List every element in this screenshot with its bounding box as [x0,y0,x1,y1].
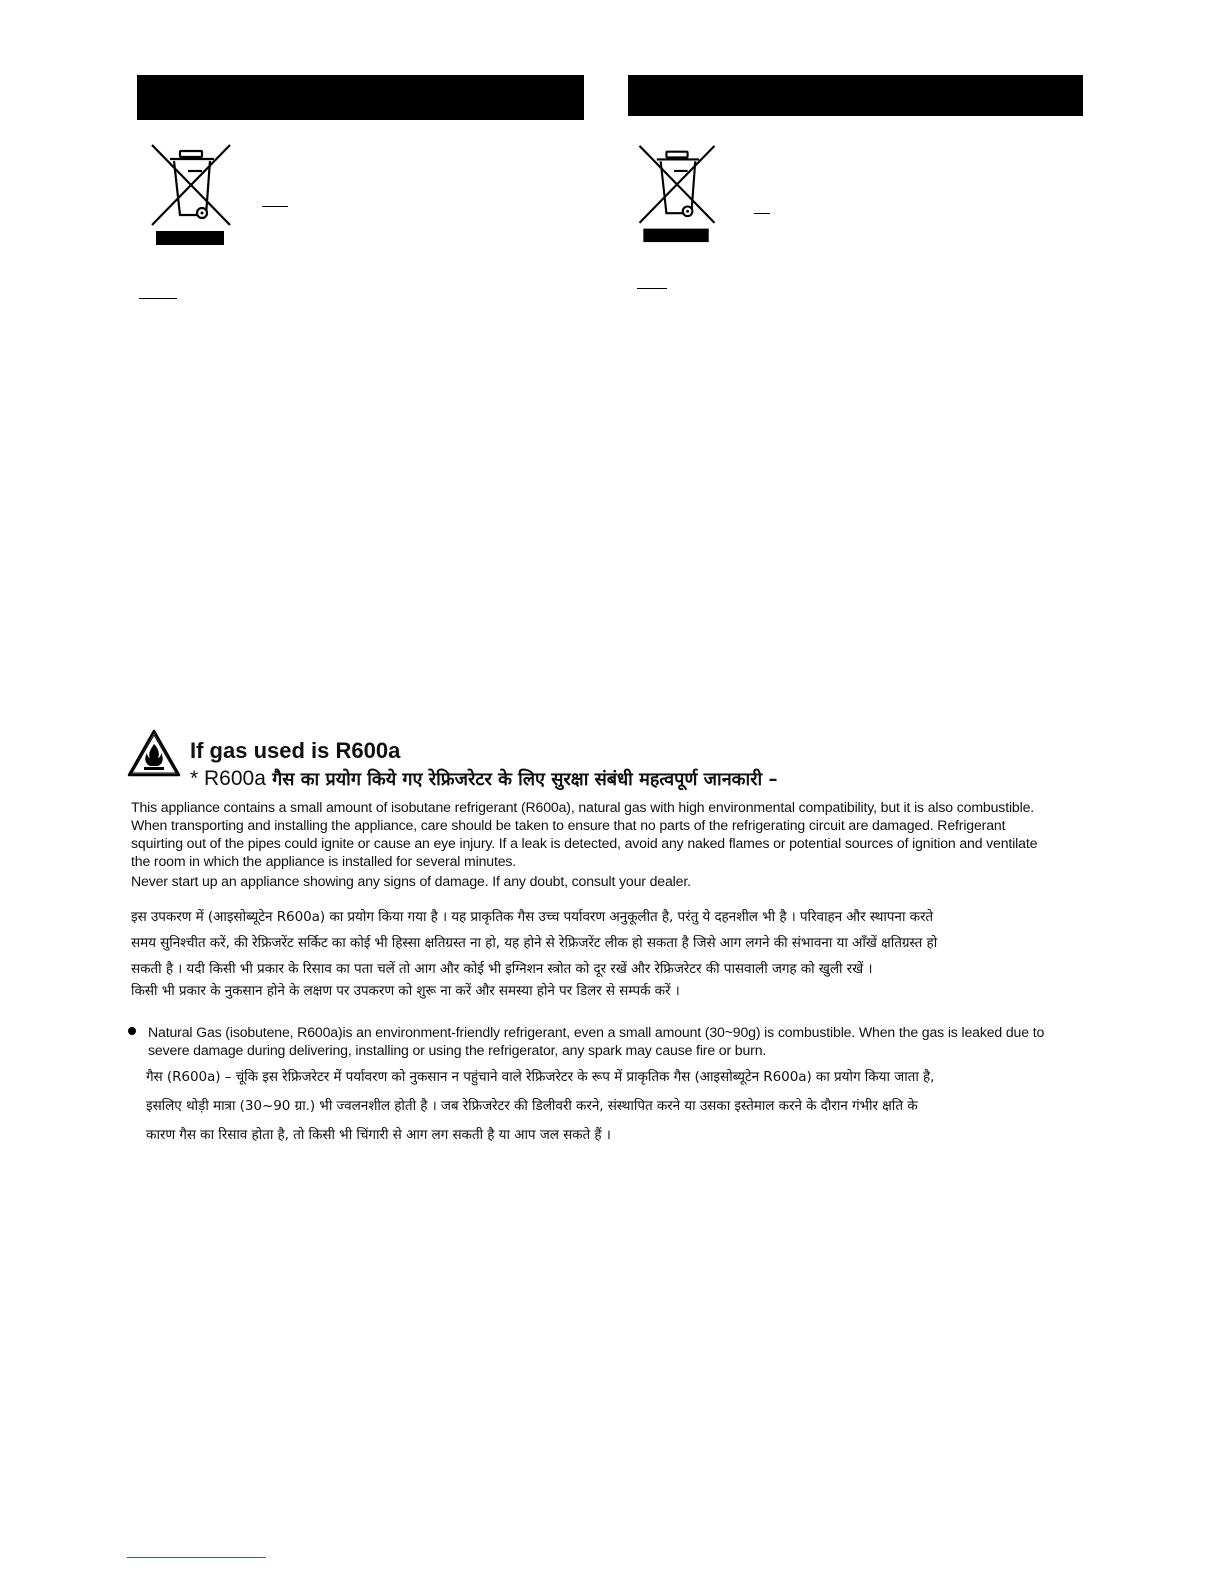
bullet-english-line: Natural Gas (isobutene, R600a)is an environment-friendly refrigerant, even a small amount (30~90g) is combustible. When the gas is leaked due to [148,1024,1045,1040]
left-bin-icon [150,143,232,247]
english-line: When transporting and installing the appliance, care should be taken to ensure that no parts of the refrigerating circuit are damaged. Refrigerant [131,817,1006,833]
hindi-paragraph [131,904,1091,1004]
hindi-line: समय सुनिश्चीत करें, की रेफ्रिजरेंट सर्किट का कोई भी हिस्सा क्षतिग्रस्त ना हो, यह होने से रेफ्रिजरेंट लीक हो सकता है जिसे आग लगने की संभावना या आँखें क्षतिग्रस्त हो [131,935,938,951]
warning-title-hi [190,767,1090,792]
english-line: Never start up an appliance showing any signs of damage. If any doubt, consult your dealer. [131,873,691,889]
hindi-line: सकती है । यदी किसी भी प्रकार के रिसाव का पता चलें तो आग और कोई भी इग्निशन स्त्रोत को दूर रखें और रेफ्रिजरेटर की पासवाली जगह को खुली रखें । [131,961,873,977]
right-underline-long [637,288,667,289]
warning-title-hi-lead: * R600a [190,767,266,790]
left-underline-long [139,298,177,299]
english-line: squirting out of the pipes could ignite or cause an eye injury. If a leak is detected, avoid any naked flames or potential sources of ignition and ventilate [131,835,1038,851]
english-line: This appliance contains a small amount of isobutane refrigerant (R600a), natural gas with high environmental compatibility, but it is also combustible. [131,799,1035,815]
bullet-english [148,1023,1093,1059]
bullet-hindi-line: कारण गैस का रिसाव होता है, तो किसी भी चिंगारी से आग लग सकती है या आप जल सकते हैं । [146,1127,611,1143]
warning-title-hi-rest: गैस का प्रयोग किये गए रेफ्रिजरेटर के लिए सुरक्षा संबंधी महत्वपूर्ण जानकारी – [265,769,778,790]
footnote-rule [127,1557,266,1558]
left-heading-bar [137,75,584,120]
right-heading-bar [628,75,1083,116]
hindi-line: किसी भी प्रकार के नुकसान होने के लक्षण पर उपकरण को शुरू ना करें और समस्या होने पर डिलर से सम्पर्क करें । [131,983,680,999]
flammable-warning-icon [126,728,182,778]
left-underline-short [262,206,288,207]
english-line: the room in which the appliance is installed for several minutes. [131,853,517,869]
right-bin-icon [637,144,717,244]
bullet-dot [128,1027,136,1035]
right-underline-short [754,213,770,214]
bullet-hindi [146,1063,1091,1150]
bullet-hindi-line: गैस (R600a) – चूंकि इस रेफ्रिजरेटर में पर्यावरण को नुकसान न पहुंचाने वाले रेफ्रिजरेटर के रूप में प्राकृतिक गैस (आइसोब्यूटेन R600a) का प्रयोग किया जाता है, [146,1069,935,1085]
warning-title-en: If gas used is R600a [190,738,401,763]
english-paragraph [131,798,1091,890]
bullet-hindi-line: इसलिए थोड़ी मात्रा (30~90 ग्रा.) भी ज्वलनशील होती है । जब रेफ्रिजरेटर की डिलीवरी करने, संस्थापित करने या उसका इस्तेमाल करने के दौरान गंभीर क्षति के [146,1098,918,1114]
hindi-line: इस उपकरण में (आइसोब्यूटेन R600a) का प्रयोग किया गया है । यह प्राकृतिक गैस उच्च पर्यावरण अनुकूलीत है, परंतु ये दहनशील भी है । परिवाहन और स्थापना करते [131,909,934,925]
bullet-english-line: severe damage during delivering, installing or using the refrigerator, any spark may cause fire or burn. [148,1042,767,1058]
